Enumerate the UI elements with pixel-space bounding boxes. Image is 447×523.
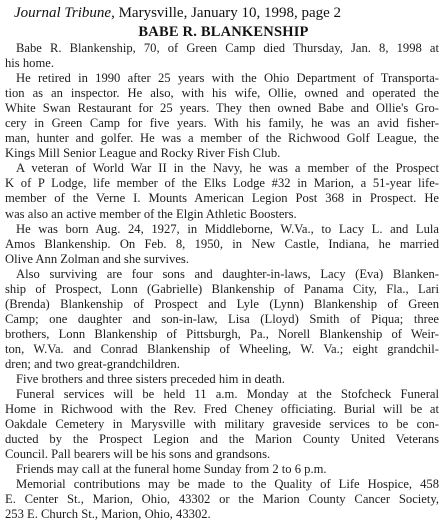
body-line: dren; and two great-grandchildren. [5,356,180,371]
body-line: man, hunter and golfer. He was a member of the Richwood Golf League, the [5,131,439,146]
body-line: ship of Prospect, Lonn (Gabrielle) Blankenship of Panama City, Fla., Lari [5,281,439,296]
body-line: tion as an inspector. He also, with his wife, Ollie, owned and operated the [5,86,439,101]
body-line: Olive Ann Zolman and she survives. [5,251,189,266]
body-line: 253 E. Church St., Marion, Ohio, 43302. [5,507,211,522]
body-line: Council. Pall bearers will be his sons and grandsons. [5,447,271,462]
body-line: Also surviving are four sons and daughter-in-laws, Lacy (Eva) Blanken- [16,266,439,281]
source-citation [14,4,341,22]
body-line: He was born Aug. 24, 1927, in Middleborne, W.Va., to Lacy L. and Lula [16,221,439,236]
body-line: Amos Blankenship. On Feb. 8, 1950, in New Castle, Indiana, he married [5,236,439,251]
body-line: He retired in 1990 after 25 years with the Ohio Department of Transporta- [16,71,439,86]
body-line: A veteran of World War II in the Navy, he was a member of the Prospect [16,161,439,176]
body-line: Memorial contributions may be made to the Quality of Life Hospice, 458 [16,477,439,492]
body-line: Friends may call at the funeral home Sunday from 2 to 6 p.m. [16,462,327,477]
body-line: Home in Richwood with the Rev. Fred Cheney officiating. Burial will be at [5,402,439,417]
publication-name: Journal Tribune [14,5,112,21]
body-line: White Swan Restaurant for 25 years. They then owned Babe and Ollie's Gro- [5,101,439,116]
body-line: Babe R. Blankenship, 70, of Green Camp died Thursday, Jan. 8, 1998 at [16,41,439,55]
body-line: Funeral services will be held 11 a.m. Monday at the Stofcheck Funeral [16,387,439,402]
body-line: Five brothers and three sisters preceded him in death. [16,372,285,387]
body-line: Kings Mill Senior League and Rocky River Fish Club. [5,146,281,161]
body-line: his home. [5,56,54,71]
body-line: ton, W.Va. and Conrad Blankenship of Wheeling, W. Va.; eight grandchil- [5,341,439,356]
obituary-body [5,41,439,523]
body-line: ducted by the Prospect Legion and the Marion County United Veterans [5,432,439,447]
body-line: cery in Green Camp for five years. With his family, he was an avid fisher- [5,116,439,131]
body-line: brothers, Lonn Blankenship of Pittsburgh, Pa., Norell Blankenship of Weir- [5,326,439,341]
body-line: was also an active member of the Elgin Athletic Boosters. [5,206,297,221]
obituary-headline: BABE R. BLANKENSHIP [138,24,309,40]
body-line: Oakdale Cemetery in Marysville with military graveside services to be con- [5,417,439,432]
body-line: (Brenda) Blankenship of Prospect and Lyle (Lynn) Blankenship of Green [5,296,439,311]
body-line: member of the Verne I. Mounts American Legion Post 368 in Prospect. He [5,191,439,206]
source-dateline: , Marysville, January 10, 1998, page 2 [111,5,342,21]
body-line: K of P Lodge, life member of the Elks Lodge #32 in Marion, a 51-year life- [5,176,439,191]
body-line: E. Center St., Marion, Ohio, 43302 or the Marion County Cancer Society, [5,492,439,507]
body-line: Camp; one daughter and son-in-law, Lisa (Lloyd) Smith of Piqua; three [5,311,439,326]
